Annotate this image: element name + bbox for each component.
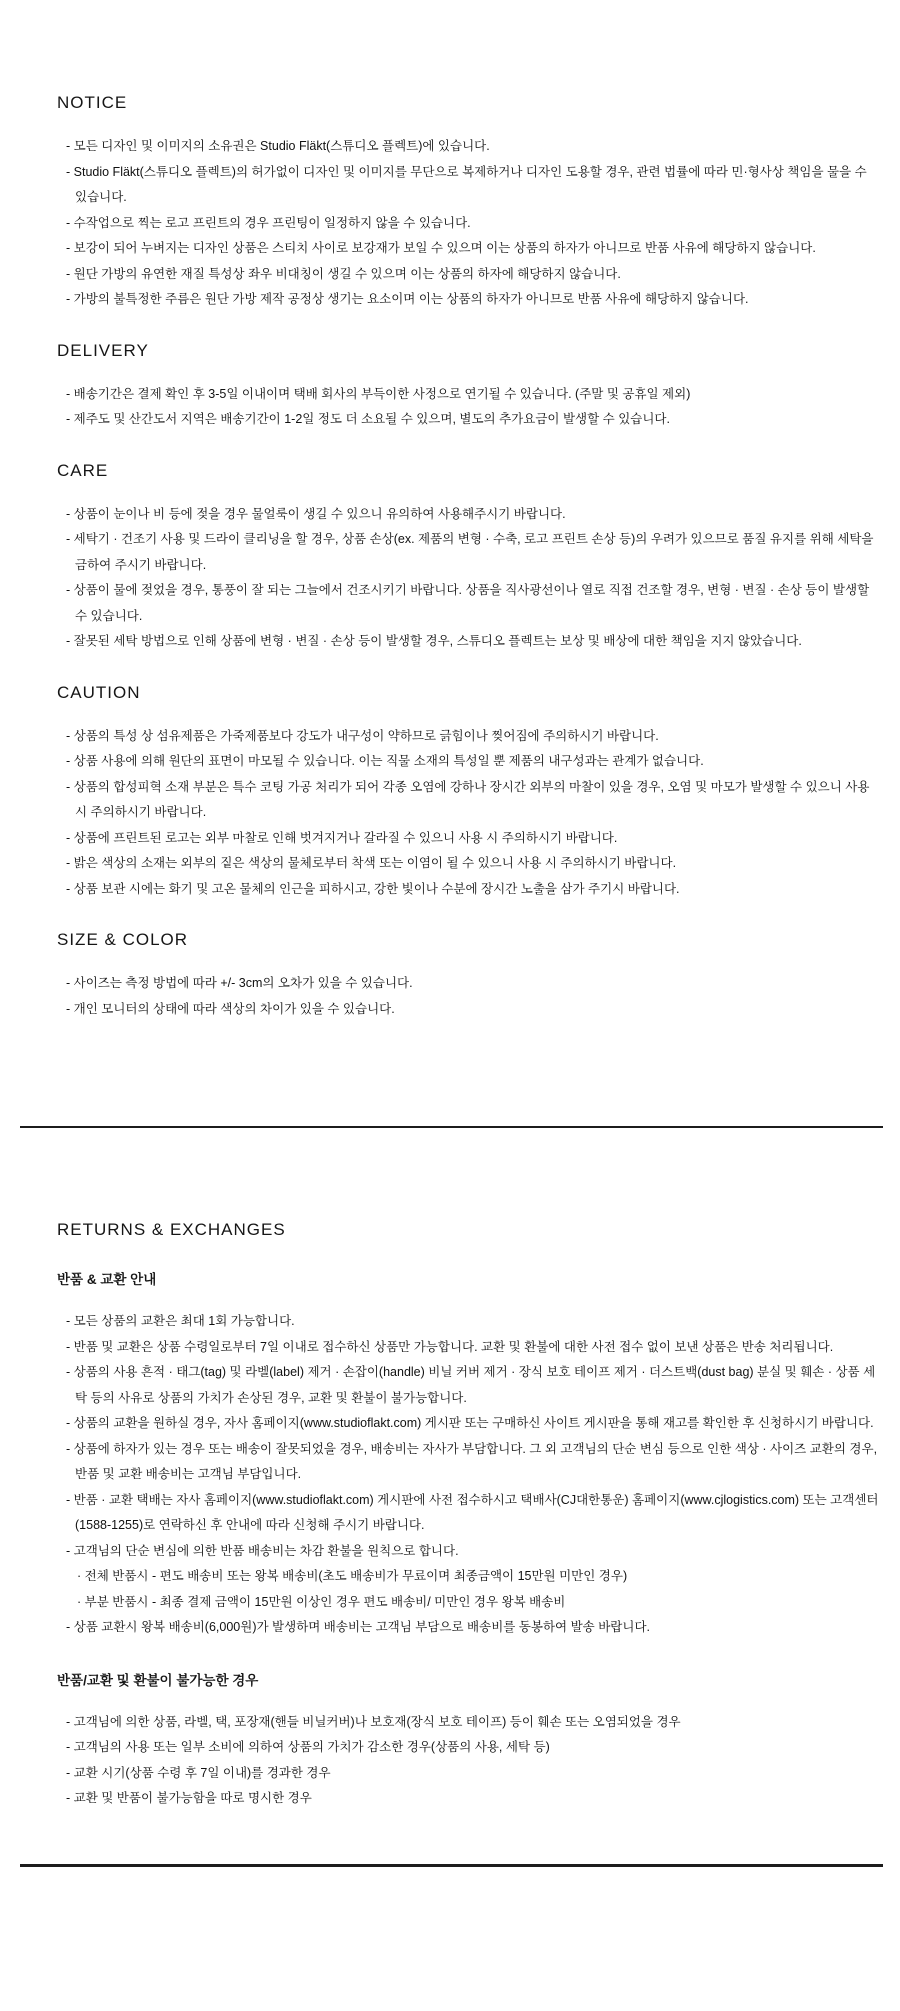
list-item: - 잘못된 세탁 방법으로 인해 상품에 변형 · 변질 · 손상 등이 발생할 경우, 스튜디오 플렉트는 보상 및 배상에 대한 책임을 지지 않았습니다. [75, 629, 882, 655]
list-item: - 원단 가방의 유연한 재질 특성상 좌우 비대칭이 생길 수 있으며 이는 상품의 하자에 해당하지 않습니다. [75, 262, 882, 288]
delivery-list [0, 382, 900, 433]
section-title-care: CARE [57, 460, 109, 480]
subsection-return-exchange-guide [0, 1271, 900, 1641]
sub-list-item: · 부분 반품시 - 최종 결제 금액이 15만원 이상인 경우 편도 배송비/ 미만인 경우 왕복 배송비 [85, 1590, 882, 1616]
caution-list [0, 724, 900, 903]
list-item: - Studio Fläkt(스튜디오 플렉트)의 허가없이 디자인 및 이미지를 무단으로 복제하거나 디자인 도용할 경우, 관련 법률에 따라 민·형사상 책임을 물을 수 있습니다. [75, 160, 882, 211]
refund-not-possible-list [0, 1710, 900, 1812]
list-item: - 상품 교환시 왕복 배송비(6,000원)가 발생하며 배송비는 고객님 부담으로 배송비를 동봉하여 발송 바랍니다. [75, 1615, 882, 1641]
section-title-caution: CAUTION [57, 682, 141, 702]
section-divider [20, 1126, 883, 1128]
section-title-returns-exchanges: RETURNS & EXCHANGES [57, 1220, 286, 1239]
list-item: - 개인 모니터의 상태에 따라 색상의 차이가 있을 수 있습니다. [75, 997, 882, 1023]
list-item: - 모든 디자인 및 이미지의 소유권은 Studio Fläkt(스튜디오 플렉트)에 있습니다. [75, 134, 882, 160]
list-item: - 반품 및 교환은 상품 수령일로부터 7일 이내로 접수하신 상품만 가능합니다. 교환 및 환불에 대한 사전 접수 없이 보낸 상품은 반송 처리됩니다. [75, 1335, 882, 1361]
list-item: - 상품이 물에 젖었을 경우, 통풍이 잘 되는 그늘에서 건조시키기 바랍니다. 상품을 직사광선이나 열로 직접 건조할 경우, 변형 · 변질 · 손상 등이 발생할 수 있습니다. [75, 578, 882, 629]
list-item: - 사이즈는 측정 방법에 따라 +/- 3cm의 오차가 있을 수 있습니다. [75, 971, 882, 997]
care-list [0, 502, 900, 655]
list-item: - 상품의 사용 흔적 · 태그(tag) 및 라벨(label) 제거 · 손잡이(handle) 비닐 커버 제거 · 장식 보호 테이프 제거 · 더스트백(dust bag) 분실 및 훼손 · 상품 세탁 등의 사유로 상품의 가치가 손상된 경우, 교환 및 환불이 불가능합니다. [75, 1360, 882, 1411]
list-item: - 고객님의 단순 변심에 의한 반품 배송비는 차감 환불을 원칙으로 합니다. · 전체 반품시 - 편도 배송비 또는 왕복 배송비(초도 배송비가 무료이며 최종금액이 15만원 미만인 경우) · 부분 반품시 - 최종 결제 금액이 15만원 이상인 경우 편도 배송비/ 미만인 경우 왕복 배송비 [75, 1539, 882, 1616]
section-returns-exchanges [0, 1220, 900, 1812]
list-item: - 고객님에 의한 상품, 라벨, 택, 포장재(핸들 비닐커버)나 보호재(장식 보호 테이프) 등이 훼손 또는 오염되었을 경우 [75, 1710, 882, 1736]
section-size-color [0, 930, 900, 1022]
list-item: - 고객님의 사용 또는 일부 소비에 의하여 상품의 가치가 감소한 경우(상품의 사용, 세탁 등) [75, 1735, 882, 1761]
list-item: - 교환 및 반품이 불가능함을 따로 명시한 경우 [75, 1786, 882, 1812]
list-item: - 반품 · 교환 택배는 자사 홈페이지(www.studioflakt.com) 게시판에 사전 접수하시고 택배사(CJ대한통운) 홈페이지(www.cjlogistics.com) 또는 고객센터(1588-1255)로 연락하신 후 안내에 따라 신청해 주시기 바랍니다. [75, 1488, 882, 1539]
section-title-size-color: SIZE & COLOR [57, 930, 189, 949]
list-item: - 상품에 하자가 있는 경우 또는 배송이 잘못되었을 경우, 배송비는 자사가 부담합니다. 그 외 고객님의 단순 변심 등으로 인한 색상 · 사이즈 교환의 경우, 반품 및 교환 배송비는 고객님 부담입니다. [75, 1437, 882, 1488]
list-item: - 배송기간은 결제 확인 후 3-5일 이내이며 택배 회사의 부득이한 사정으로 연기될 수 있습니다. (주말 및 공휴일 제외) [75, 382, 882, 408]
bottom-divider [20, 1864, 883, 1867]
section-delivery [0, 341, 900, 433]
notice-list [0, 134, 900, 313]
list-item: - 보강이 되어 누벼지는 디자인 상품은 스티치 사이로 보강재가 보일 수 있으며 이는 상품의 하자가 아니므로 반품 사유에 해당하지 않습니다. [75, 236, 882, 262]
list-item: - 수작업으로 찍는 로고 프린트의 경우 프린팅이 일정하지 않을 수 있습니다. [75, 211, 882, 237]
list-item: - 제주도 및 산간도서 지역은 배송기간이 1-2일 정도 더 소요될 수 있으며, 별도의 추가요금이 발생할 수 있습니다. [75, 407, 882, 433]
section-title-notice: NOTICE [57, 93, 128, 112]
list-item: - 상품의 교환을 원하실 경우, 자사 홈페이지(www.studioflakt.com) 게시판 또는 구매하신 사이트 게시판을 통해 재고를 확인한 후 신청하시기 바랍니다. [75, 1411, 882, 1437]
subsection-title-return-exchange-guide: 반품 & 교환 안내 [57, 1272, 157, 1287]
return-exchange-guide-list [0, 1309, 900, 1641]
list-item: - 상품의 합성피혁 소재 부분은 특수 코팅 가공 처리가 되어 각종 오염에 강하나 장시간 외부의 마찰이 있을 경우, 오염 및 마모가 발생할 수 있으니 사용 시 주의하시기 바랍니다. [75, 775, 882, 826]
section-care [0, 461, 900, 655]
subsection-refund-not-possible [0, 1672, 900, 1812]
section-title-delivery: DELIVERY [57, 340, 149, 360]
list-item: - 상품 사용에 의해 원단의 표면이 마모될 수 있습니다. 이는 직물 소재의 특성일 뿐 제품의 내구성과는 관계가 없습니다. [75, 749, 882, 775]
list-item: - 상품 보관 시에는 화기 및 고온 물체의 인근을 피하시고, 강한 빛이나 수분에 장시간 노출을 삼가 주기시 바랍니다. [75, 877, 882, 903]
list-item: - 밝은 색상의 소재는 외부의 짙은 색상의 물체로부터 착색 또는 이염이 될 수 있으니 사용 시 주의하시기 바랍니다. [75, 851, 882, 877]
section-caution [0, 683, 900, 903]
list-item: - 상품의 특성 상 섬유제품은 가죽제품보다 강도가 내구성이 약하므로 긁힘이나 찢어짐에 주의하시기 바랍니다. [75, 724, 882, 750]
list-item: - 가방의 불특정한 주름은 원단 가방 제작 공정상 생기는 요소이며 이는 상품의 하자가 아니므로 반품 사유에 해당하지 않습니다. [75, 287, 882, 313]
size-color-list [0, 971, 900, 1022]
list-item: - 세탁기 · 건조기 사용 및 드라이 클리닝을 할 경우, 상품 손상(ex. 제품의 변형 · 수축, 로고 프린트 손상 등)의 우려가 있으므로 품질 유지를 위해 세탁을 금하여 주시기 바랍니다. [75, 527, 882, 578]
sub-list-item: · 전체 반품시 - 편도 배송비 또는 왕복 배송비(초도 배송비가 무료이며 최종금액이 15만원 미만인 경우) [85, 1564, 882, 1590]
list-item: - 상품에 프린트된 로고는 외부 마찰로 인해 벗겨지거나 갈라질 수 있으니 사용 시 주의하시기 바랍니다. [75, 826, 882, 852]
list-item: - 모든 상품의 교환은 최대 1회 가능합니다. [75, 1309, 882, 1335]
list-item: - 상품이 눈이나 비 등에 젖을 경우 물얼룩이 생길 수 있으니 유의하여 사용해주시기 바랍니다. [75, 502, 882, 528]
section-notice [0, 93, 900, 313]
subsection-title-refund-not-possible: 반품/교환 및 환불이 불가능한 경우 [57, 1672, 259, 1688]
list-item: - 교환 시기(상품 수령 후 7일 이내)를 경과한 경우 [75, 1761, 882, 1787]
